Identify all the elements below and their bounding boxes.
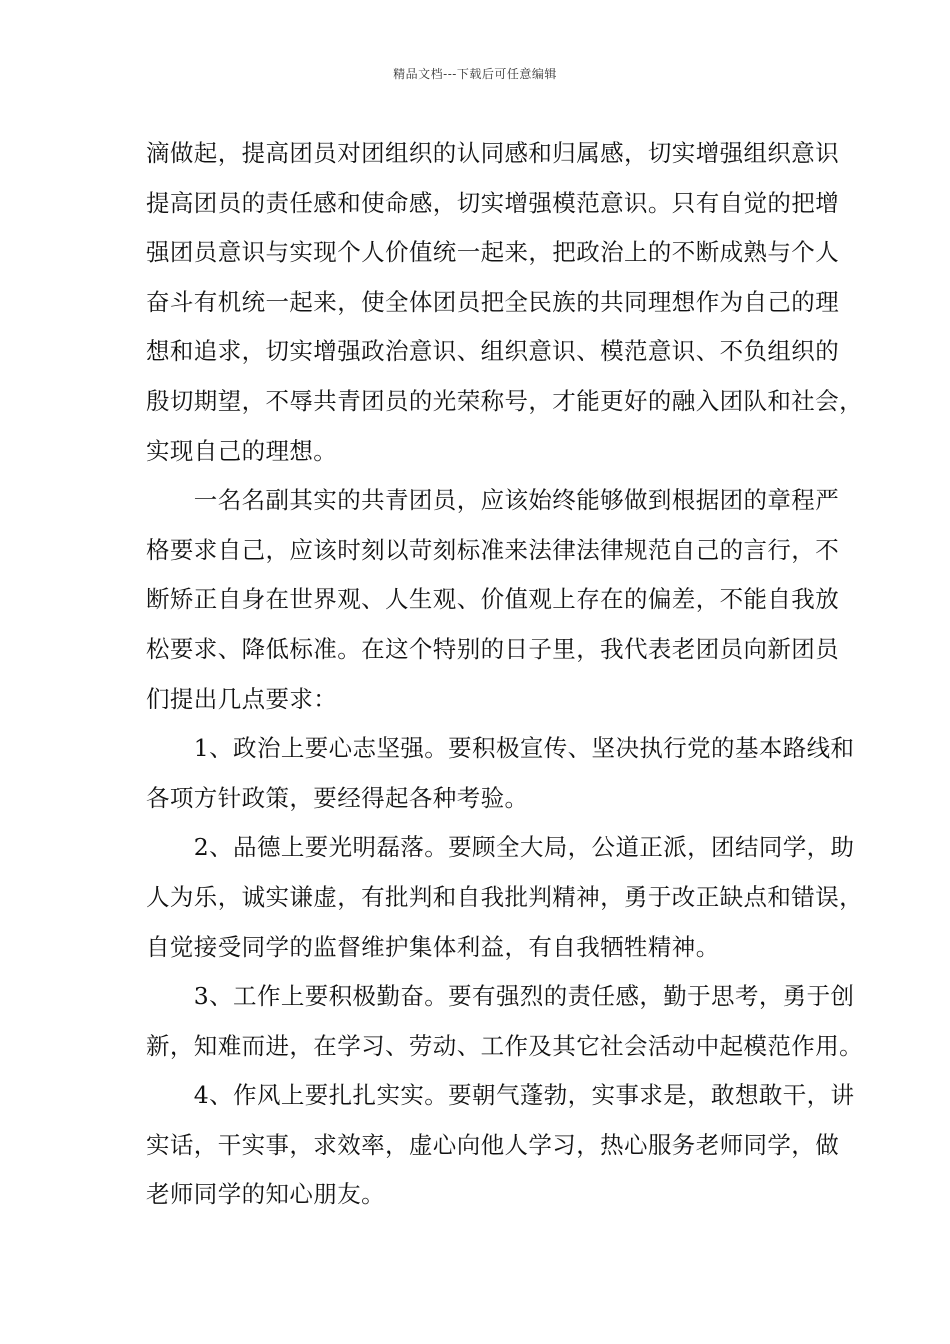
text-line: 实现自己的理想。 — [146, 436, 338, 465]
text-line: 奋斗有机统一起来，使全体团员把全民族的共同理想作为自己的理 — [146, 287, 840, 316]
text-line: 滴做起，提高团员对团组织的认同感和归属感，切实增强组织意识 — [146, 139, 840, 167]
text-line: 断矫正自身在世界观、人生观、价值观上存在的偏差，不能自我放 — [146, 585, 840, 614]
text-line: 1、政治上要心志坚强。要积极宣传、坚决执行党的基本路线和 — [146, 734, 855, 763]
text-line: 老师同学的知心朋友。 — [146, 1180, 385, 1209]
text-line: 们提出几点要求： — [146, 684, 338, 713]
text-line: 4、作风上要扎扎实实。要朝气蓬勃，实事求是，敢想敢干，讲 — [146, 1081, 855, 1110]
text-line: 各项方针政策，要经得起各种考验。 — [146, 783, 529, 812]
text-line: 一名名副其实的共青团员，应该始终能够做到根据团的章程严 — [146, 486, 840, 515]
text-line: 殷切期望，不辱共青团员的光荣称号，才能更好的融入团队和社会， — [146, 386, 863, 415]
text-line: 自觉接受同学的监督维护集体利益，有自我牺牲精神。 — [146, 932, 720, 961]
page-header: 精品文档---下载后可任意编辑 — [393, 67, 557, 81]
document-body — [146, 129, 863, 1220]
text-line: 强团员意识与实现个人价值统一起来，把政治上的不断成熟与个人 — [146, 238, 840, 267]
text-line: 实话，干实事，求效率，虚心向他人学习，热心服务老师同学，做 — [146, 1130, 840, 1159]
text-line: 人为乐，诚实谦虚，有批判和自我批判精神，勇于改正缺点和错误， — [146, 882, 863, 911]
text-line: 松要求、降低标准。在这个特别的日子里，我代表老团员向新团员 — [146, 634, 840, 663]
text-line: 格要求自己，应该时刻以苛刻标准来法律法律规范自己的言行，不 — [146, 535, 840, 564]
text-line: 3、工作上要积极勤奋。要有强烈的责任感，勤于思考，勇于创 — [146, 982, 855, 1011]
text-line: 提高团员的责任感和使命感，切实增强模范意识。只有自觉的把增 — [146, 188, 840, 217]
text-line: 新，知难而进，在学习、劳动、工作及其它社会活动中起模范作用。 — [146, 1031, 863, 1060]
text-line: 想和追求，切实增强政治意识、组织意识、模范意识、不负组织的 — [146, 337, 840, 366]
text-line: 2、品德上要光明磊落。要顾全大局，公道正派，团结同学，助 — [146, 833, 855, 862]
